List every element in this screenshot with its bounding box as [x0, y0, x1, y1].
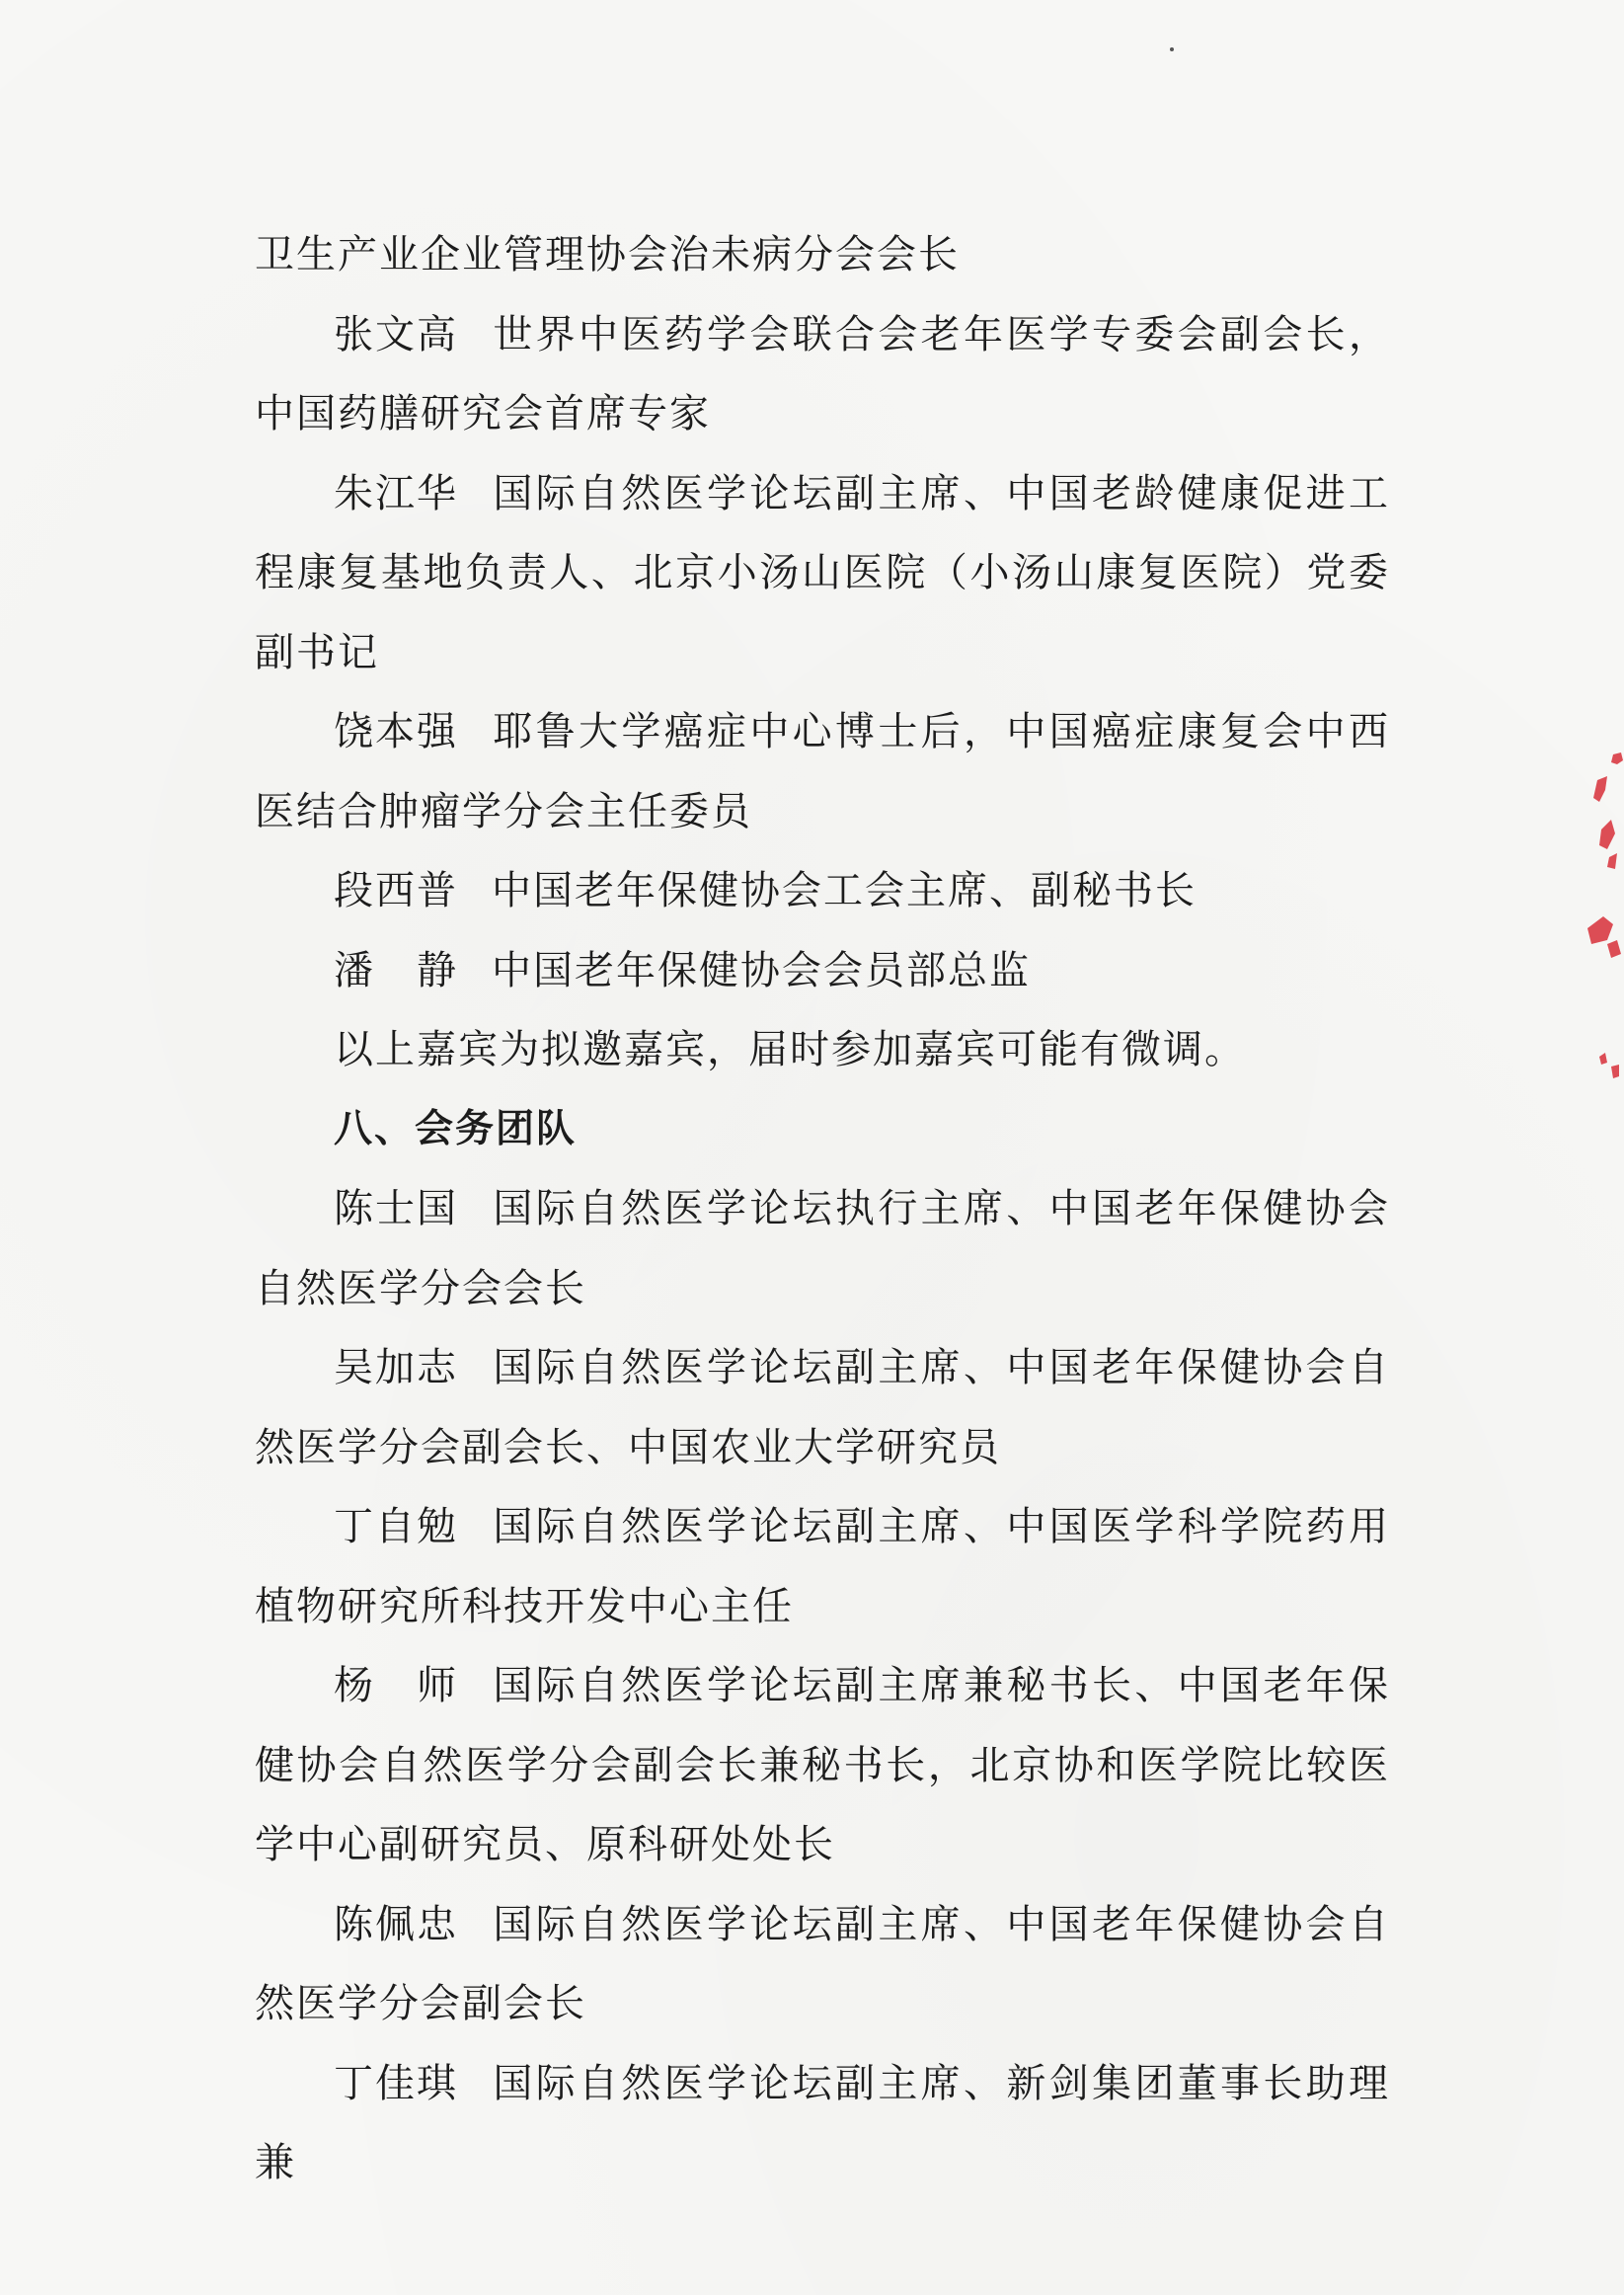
entry-name: 丁自勉 — [334, 1504, 458, 1549]
entry-team — [255, 2044, 1390, 2203]
entry-description: 国际自然医学论坛执行主席、中国老年保健协会自然医学分会会长 — [255, 1186, 1390, 1311]
entry-name: 陈佩忠 — [334, 1901, 458, 1947]
entry-name: 潘 静 — [334, 947, 458, 993]
entry-description: 国际自然医学论坛副主席兼秘书长、中国老年保健协会自然医学分会副会长兼秘书长，北京协和医学院比较医学中心副研究员、原科研处处长 — [255, 1663, 1390, 1867]
entry-team — [255, 1885, 1390, 2044]
paragraph-continuation: 卫生产业企业管理协会治未病分会会长 — [255, 232, 960, 277]
section-heading: 八、会务团队 — [334, 1106, 578, 1151]
entry-team — [255, 1646, 1390, 1885]
entry-description: 国际自然医学论坛副主席、中国老年保健协会自然医学分会副会长、中国农业大学研究员 — [255, 1345, 1390, 1470]
entry-description: 耶鲁大学癌症中心博士后，中国癌症康复会中西医结合肿瘤学分会主任委员 — [255, 709, 1390, 834]
entry-description: 国际自然医学论坛副主席、中国老年保健协会自然医学分会副会长 — [255, 1901, 1390, 2026]
entry-description: 中国老年保健协会工会主席、副秘书长 — [492, 868, 1197, 913]
entry-team — [255, 1487, 1390, 1646]
entry-description: 国际自然医学论坛副主席、新剑集团董事长助理兼 — [255, 2060, 1390, 2185]
document-body — [255, 215, 1390, 2203]
guest-note: 以上嘉宾为拟邀嘉宾，届时参加嘉宾可能有微调。 — [334, 1027, 1246, 1072]
entry-name: 吴加志 — [334, 1345, 458, 1390]
entry-name: 杨 师 — [334, 1663, 458, 1708]
entry-name: 张文高 — [334, 311, 458, 357]
scan-speck — [1170, 47, 1174, 51]
entry-guest — [255, 851, 1390, 931]
entry-description: 国际自然医学论坛副主席、中国医学科学院药用植物研究所科技开发中心主任 — [255, 1504, 1390, 1629]
entry-guest — [255, 454, 1390, 693]
entry-description: 中国老年保健协会会员部总监 — [492, 947, 1031, 993]
entry-name: 丁佳琪 — [334, 2060, 458, 2106]
entry-team — [255, 1328, 1390, 1487]
entry-name: 朱江华 — [334, 470, 458, 516]
entry-description: 国际自然医学论坛副主席、中国老龄健康促进工程康复基地负责人、北京小汤山医院（小汤山康复医院）党委副书记 — [255, 470, 1390, 675]
entry-name: 陈士国 — [334, 1186, 458, 1231]
entry-description: 世界中医药学会联合会老年医学专委会副会长，中国药膳研究会首席专家 — [255, 311, 1390, 436]
entry-guest — [255, 692, 1390, 851]
entry-name: 饶本强 — [334, 709, 458, 754]
entry-team — [255, 1169, 1390, 1328]
entry-name: 段西普 — [334, 868, 458, 913]
entry-guest — [255, 295, 1390, 454]
entry-guest — [255, 931, 1390, 1011]
red-seal-fragment-icon — [1578, 751, 1624, 1106]
